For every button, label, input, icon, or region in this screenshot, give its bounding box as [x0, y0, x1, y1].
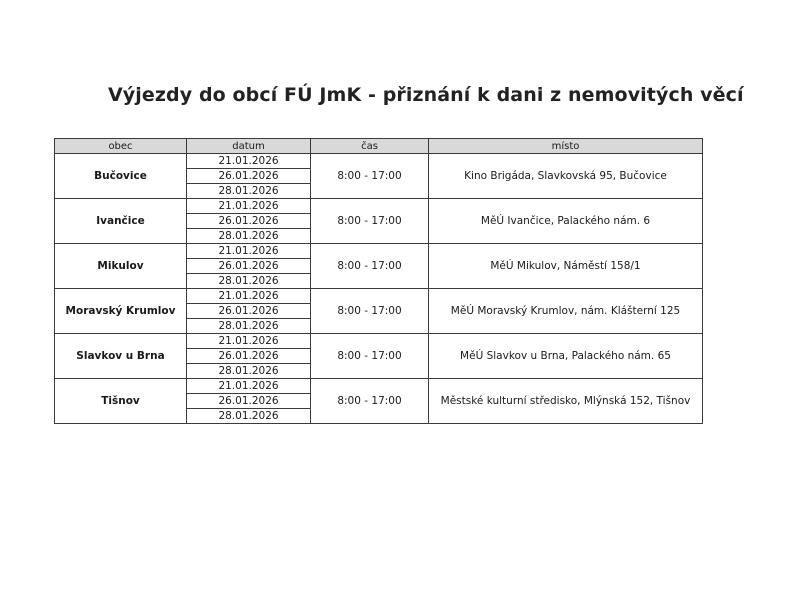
cell-datum: 21.01.2026 [187, 334, 311, 349]
cell-cas: 8:00 - 17:00 [311, 244, 429, 289]
header-misto: místo [429, 139, 703, 154]
page-title: Výjezdy do obcí FÚ JmK - přiznání k dani z nemovitých věcí [108, 84, 744, 106]
table-row [55, 199, 703, 214]
cell-cas: 8:00 - 17:00 [311, 289, 429, 334]
cell-obec: Moravský Krumlov [55, 289, 187, 334]
cell-obec: Tišnov [55, 379, 187, 424]
cell-misto: MěÚ Slavkov u Brna, Palackého nám. 65 [429, 334, 703, 379]
schedule-table [54, 138, 703, 424]
cell-datum: 26.01.2026 [187, 394, 311, 409]
cell-datum: 28.01.2026 [187, 274, 311, 289]
header-datum: datum [187, 139, 311, 154]
cell-datum: 28.01.2026 [187, 319, 311, 334]
cell-datum: 28.01.2026 [187, 229, 311, 244]
cell-datum: 26.01.2026 [187, 349, 311, 364]
cell-datum: 21.01.2026 [187, 244, 311, 259]
cell-datum: 21.01.2026 [187, 289, 311, 304]
header-cas: čas [311, 139, 429, 154]
cell-cas: 8:00 - 17:00 [311, 154, 429, 199]
cell-obec: Slavkov u Brna [55, 334, 187, 379]
cell-datum: 26.01.2026 [187, 304, 311, 319]
cell-datum: 21.01.2026 [187, 199, 311, 214]
table-row [55, 334, 703, 349]
cell-obec: Bučovice [55, 154, 187, 199]
cell-obec: Ivančice [55, 199, 187, 244]
table-row [55, 154, 703, 169]
table-row [55, 244, 703, 259]
cell-misto: Kino Brigáda, Slavkovská 95, Bučovice [429, 154, 703, 199]
table-header-row [55, 139, 703, 154]
cell-datum: 26.01.2026 [187, 169, 311, 184]
cell-cas: 8:00 - 17:00 [311, 334, 429, 379]
cell-misto: MěÚ Mikulov, Náměstí 158/1 [429, 244, 703, 289]
table-row [55, 379, 703, 394]
cell-datum: 28.01.2026 [187, 364, 311, 379]
cell-obec: Mikulov [55, 244, 187, 289]
cell-cas: 8:00 - 17:00 [311, 199, 429, 244]
cell-datum: 28.01.2026 [187, 184, 311, 199]
header-obec: obec [55, 139, 187, 154]
cell-datum: 28.01.2026 [187, 409, 311, 424]
cell-datum: 26.01.2026 [187, 214, 311, 229]
cell-misto: MěÚ Moravský Krumlov, nám. Klášterní 125 [429, 289, 703, 334]
cell-cas: 8:00 - 17:00 [311, 379, 429, 424]
cell-datum: 21.01.2026 [187, 379, 311, 394]
cell-datum: 26.01.2026 [187, 259, 311, 274]
cell-datum: 21.01.2026 [187, 154, 311, 169]
cell-misto: Městské kulturní středisko, Mlýnská 152, Tišnov [429, 379, 703, 424]
cell-misto: MěÚ Ivančice, Palackého nám. 6 [429, 199, 703, 244]
table-row [55, 289, 703, 304]
